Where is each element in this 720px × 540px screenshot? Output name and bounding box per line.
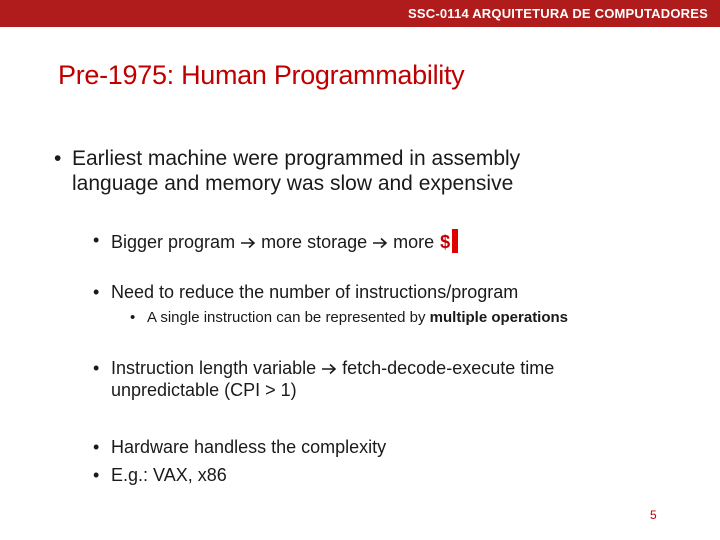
bigger-part3: more xyxy=(393,232,435,252)
slide-title: Pre-1975: Human Programmability xyxy=(58,60,465,90)
length-part2: fetch-decode-execute time xyxy=(342,358,555,378)
bullet-single-text xyxy=(147,309,568,327)
bullet-marker: • xyxy=(93,230,100,250)
bullet-length-text xyxy=(111,357,554,401)
bullet-main-text xyxy=(72,146,520,196)
bullet-marker: • xyxy=(54,147,62,170)
bullet-marker: • xyxy=(93,282,100,302)
bullet-main-line2: language and memory was slow and expensive xyxy=(72,172,514,195)
bigger-part2: more storage xyxy=(261,232,368,252)
right-arrow-icon xyxy=(372,231,388,253)
length-line2: unpredictable (CPI > 1) xyxy=(111,380,297,400)
length-part1: Instruction length variable xyxy=(111,358,317,378)
right-arrow-icon xyxy=(240,231,256,253)
bullet-marker: • xyxy=(93,358,100,378)
header-bar xyxy=(0,0,720,27)
bullet-marker: • xyxy=(93,437,100,457)
right-arrow-icon xyxy=(321,357,337,379)
bullet-main-line1: Earliest machine were programmed in assembly xyxy=(72,147,521,170)
bigger-part1: Bigger program xyxy=(111,232,236,252)
bullet-bigger-text xyxy=(111,229,458,253)
bullet-marker: • xyxy=(93,465,100,485)
bullet-marker: • xyxy=(130,309,136,326)
course-title: SSC-0114 ARQUITETURA DE COMPUTADORES xyxy=(408,6,708,21)
bullet-hardware-text: Hardware handless the complexity xyxy=(111,437,387,457)
single-bold: multiple operations xyxy=(429,309,569,326)
red-marker xyxy=(452,229,458,253)
page-number: 5 xyxy=(650,508,657,522)
bullet-examples-text: E.g.: VAX, x86 xyxy=(111,465,227,485)
single-prefix: A single instruction can be represented by xyxy=(147,309,430,326)
bullet-reduce-text: Need to reduce the number of instructions/program xyxy=(111,282,519,302)
dollar-sign: $ xyxy=(440,232,451,252)
